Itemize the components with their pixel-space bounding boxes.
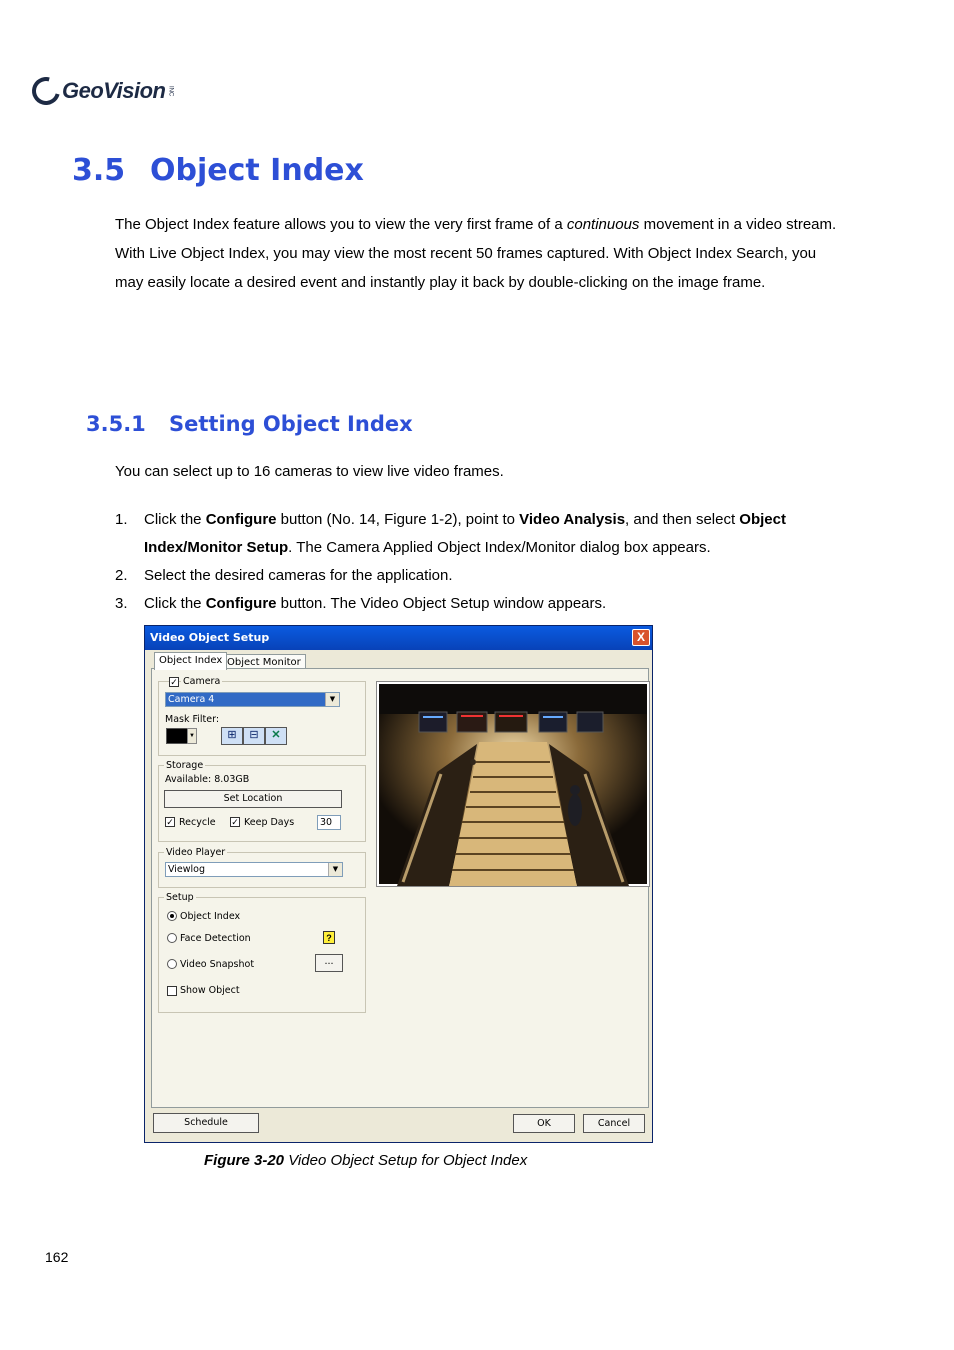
logo-tm: INC [167,85,174,97]
add-mask-icon[interactable]: ⊞ [221,727,243,745]
section-title: Object Index [150,153,364,188]
title-bar [145,626,652,650]
caption-text: Video Object Setup for Object Index [284,1152,528,1169]
video-player-select[interactable] [165,862,343,877]
logo-swoosh-icon [27,72,65,110]
face-detection-radio[interactable] [167,933,177,943]
video-player-group [158,847,366,888]
figure-caption [204,1152,527,1169]
step-1 [115,506,845,562]
camera-select[interactable] [165,692,340,707]
recycle-checkbox[interactable]: ✓ [166,817,174,827]
escalator-scene-image [377,682,649,886]
mask-color-swatch[interactable] [166,728,188,744]
show-object-checkbox[interactable] [167,986,177,996]
steps-list [115,506,845,618]
ok-button[interactable]: OK [513,1114,575,1133]
step-text: Select the desired cameras for the application. [144,567,453,584]
camera-checkbox[interactable]: ✓ [170,677,178,687]
storage-group [158,760,366,842]
video-player-label: Video Player [166,847,226,858]
keep-days-input[interactable]: 30 [317,815,341,830]
setup-group-label: Setup [166,892,194,903]
step-text: Click the Configure button. The Video Object Setup window appears. [144,595,607,612]
step-2 [115,562,845,590]
tab-object-index[interactable]: Object Index [154,652,227,670]
available-space: Available: 8.03GB [165,774,250,785]
help-icon[interactable]: ? [323,931,335,944]
step-number: 3. [115,595,128,612]
storage-group-label: Storage [166,760,204,771]
color-dropdown-icon[interactable]: ▼ [187,728,197,744]
camera-group-label: Camera [183,676,221,687]
section-number: 3.5 [72,153,126,188]
recycle-label: Recycle [179,817,216,828]
tab-panel [151,668,649,1108]
mask-filter-label: Mask Filter: [165,714,220,725]
subsection-title: Setting Object Index [169,412,413,436]
video-object-setup-window [144,625,653,1143]
keep-days-checkbox[interactable]: ✓ [231,817,239,827]
clear-mask-icon[interactable]: ✕ [265,727,287,745]
window-title: Video Object Setup [150,631,270,644]
select-text: You can select up to 16 cameras to view live video frames. [115,463,504,480]
step-number: 2. [115,567,128,584]
intro-text-1: The Object Index feature allows you to view the very first frame of a [115,216,567,233]
face-detection-label: Face Detection [180,933,251,944]
step-3 [115,590,845,618]
step-text: Click the Configure button (No. 14, Figure 1-2), point to Video Analysis, and then select Object Index/Monitor Setup. The Camera Applied Object Index/Monitor dialog box appears. [144,511,786,556]
video-player-value: Viewlog [168,864,206,875]
intro-paragraph [115,210,845,297]
section-heading [72,153,364,188]
object-index-label: Object Index [180,911,241,922]
setup-group [158,892,366,1013]
camera-group [158,676,366,756]
intro-text-2: movement in a video stream. With Live Object Index, you may view the most recent 50 frames captured. With Object Index Search, you may easily locate a desired event and instantly play it back by double-clicking on the image frame. [115,216,837,291]
tab-object-monitor[interactable]: Object Monitor [222,654,306,671]
subsection-heading [86,412,413,436]
chevron-down-icon[interactable]: ▼ [328,863,342,876]
keep-days-label: Keep Days [244,817,295,828]
show-object-label: Show Object [180,985,240,996]
camera-preview-image [376,681,650,887]
camera-select-value: Camera 4 [168,694,215,705]
geovision-logo [32,74,173,108]
subsection-number: 3.5.1 [86,412,146,436]
browse-button[interactable]: ... [315,954,343,972]
video-snapshot-radio[interactable] [167,959,177,969]
object-index-radio[interactable] [167,911,177,921]
remove-mask-icon[interactable]: ⊟ [243,727,265,745]
schedule-button[interactable]: Schedule [153,1113,259,1133]
chevron-down-icon[interactable]: ▼ [325,693,339,706]
logo-text: GeoVision [62,78,166,103]
video-snapshot-label: Video Snapshot [180,959,255,970]
intro-emphasis: continuous [566,216,640,233]
cancel-button[interactable]: Cancel [583,1114,645,1133]
step-number: 1. [115,511,128,528]
close-button[interactable]: X [632,629,650,646]
set-location-button[interactable]: Set Location [164,790,342,808]
page-number: 162 [45,1249,69,1265]
caption-label: Figure 3-20 [204,1152,285,1169]
